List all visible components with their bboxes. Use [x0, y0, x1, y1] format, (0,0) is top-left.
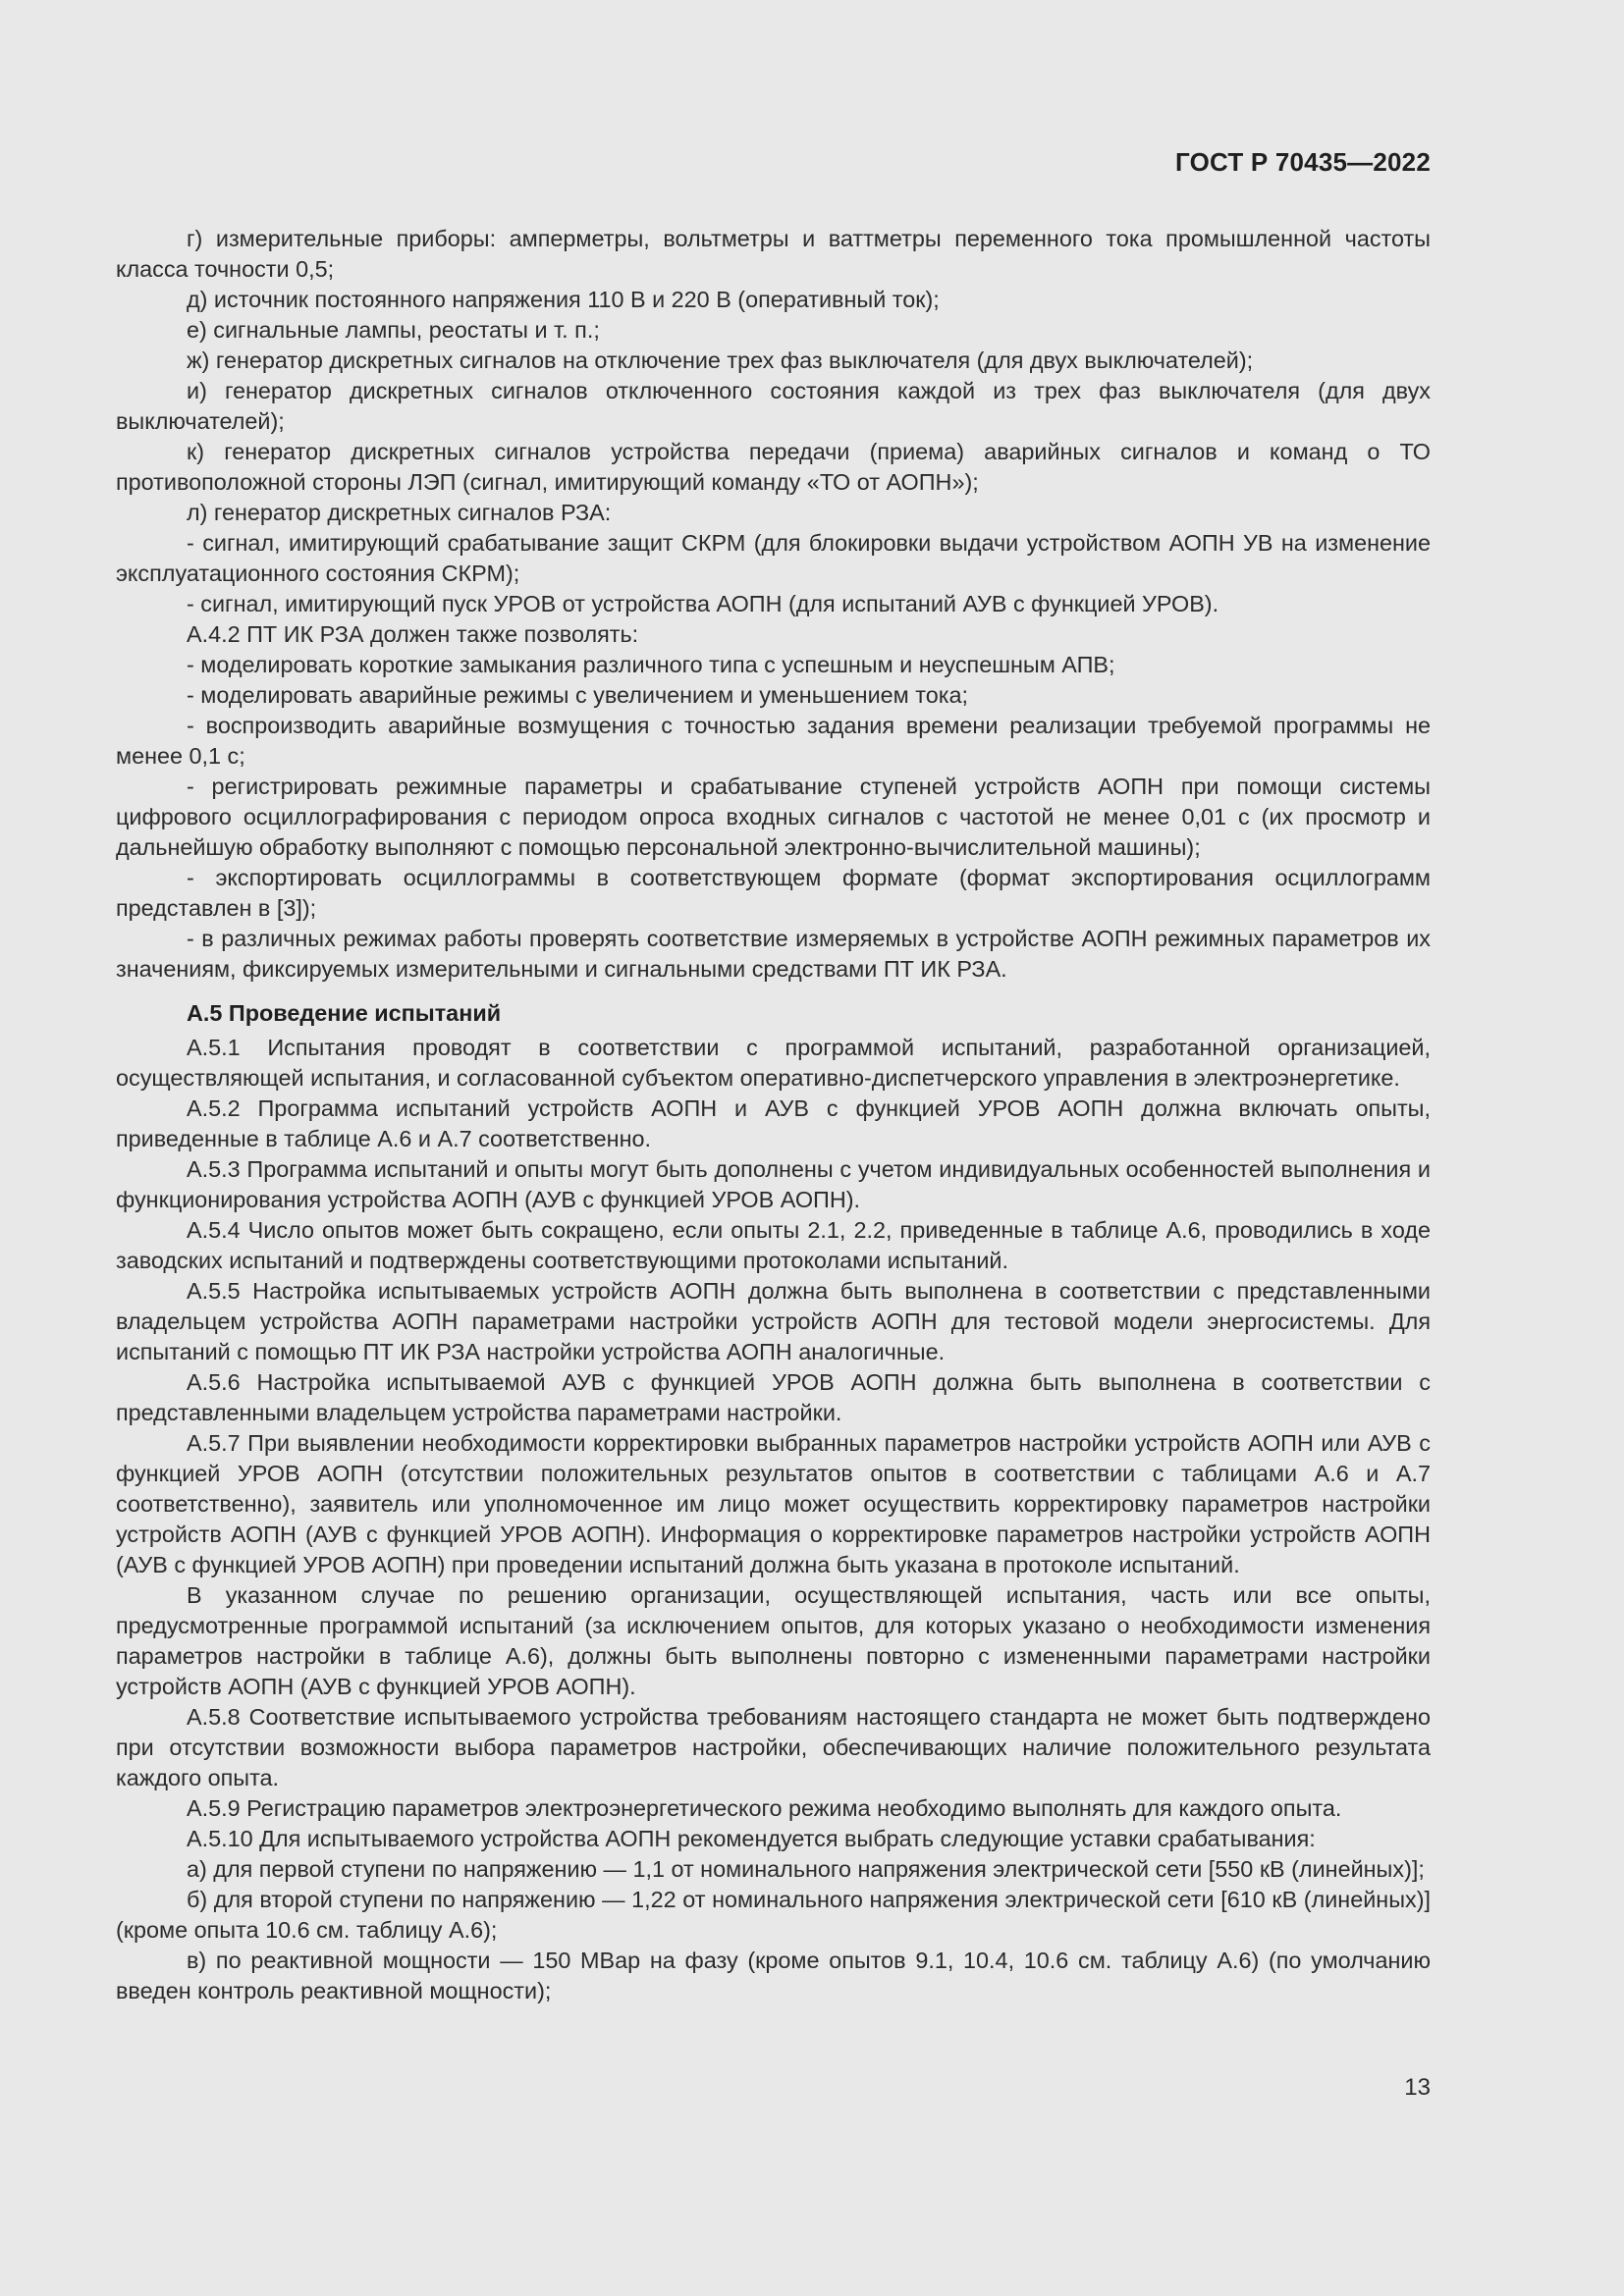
paragraph: А.5.8 Соответствие испытываемого устройства требованиям настоящего стандарта не может быть подтверждено при отсутствии возможности выбора параметров настройки, обеспечивающих наличие положительного результата каждого опыта. [116, 1704, 1431, 1790]
paragraph: и) генератор дискретных сигналов отключенного состояния каждой из трех фаз выключателя (для двух выключателей); [116, 378, 1431, 434]
list-item: - сигнал, имитирующий пуск УРОВ от устройства АОПН (для испытаний АУВ с функцией УРОВ). [187, 591, 1219, 616]
list-item: а) для первой ступени по напряжению — 1,1 от номинального напряжения электрической сети [550 кВ (линейных)]; [187, 1856, 1425, 1882]
paragraph: А.4.2 ПТ ИК РЗА должен также позволять: [187, 621, 639, 647]
list-item: - воспроизводить аварийные возмущения с точностью задания времени реализации требуемой программы не менее 0,1 с; [116, 713, 1431, 769]
paragraph: А.5.2 Программа испытаний устройств АОПН и АУВ с функцией УРОВ АОПН должна включать опыты, приведенные в таблице А.6 и А.7 соответственно. [116, 1095, 1431, 1151]
paragraph: А.5.10 Для испытываемого устройства АОПН рекомендуется выбрать следующие уставки срабатывания: [187, 1826, 1316, 1851]
document-code-header: ГОСТ Р 70435—2022 [1175, 147, 1431, 177]
paragraph: В указанном случае по решению организации, осуществляющей испытания, часть или все опыты, предусмотренные программой испытаний (за исключением опытов, для которых указано о необходимости изменения параметров настройки в таблице А.6), должны быть выполнены повторно с измененными параметрами настройки устройств АОПН (АУВ с функцией УРОВ АОПН). [116, 1582, 1431, 1699]
paragraph: г) измерительные приборы: амперметры, вольтметры и ваттметры переменного тока промышленной частоты класса точности 0,5; [116, 226, 1431, 282]
paragraph: ж) генератор дискретных сигналов на отключение трех фаз выключателя (для двух выключателей); [187, 347, 1254, 373]
paragraph: А.5.6 Настройка испытываемой АУВ с функцией УРОВ АОПН должна быть выполнена в соответствии с представленными владельцем устройства параметрами настройки. [116, 1369, 1431, 1425]
paragraph: А.5.4 Число опытов может быть сокращено, если опыты 2.1, 2.2, приведенные в таблице А.6, проводились в ходе заводских испытаний и подтверждены соответствующими протоколами испытаний. [116, 1217, 1431, 1273]
list-item: - моделировать короткие замыкания различного типа с успешным и неуспешным АПВ; [187, 652, 1115, 677]
paragraph: е) сигнальные лампы, реостаты и т. п.; [187, 317, 600, 343]
paragraph: А.5.9 Регистрацию параметров электроэнергетического режима необходимо выполнять для каждого опыта. [187, 1795, 1342, 1821]
paragraph: к) генератор дискретных сигналов устройства передачи (приема) аварийных сигналов и команд о ТО противоположной стороны ЛЭП (сигнал, имитирующий команду «ТО от АОПН»); [116, 439, 1431, 495]
section-heading: А.5 Проведение испытаний [187, 1000, 502, 1026]
list-item: - экспортировать осциллограммы в соответствующем формате (формат экспортирования осциллограмм представлен в [3]); [116, 865, 1431, 921]
list-item: - сигнал, имитирующий срабатывание защит СКРМ (для блокировки выдачи устройством АОПН УВ на изменение эксплуатационного состояния СКРМ); [116, 530, 1431, 586]
paragraph: д) источник постоянного напряжения 110 В и 220 В (оперативный ток); [187, 287, 940, 312]
list-item: - в различных режимах работы проверять соответствие измеряемых в устройстве АОПН режимных параметров их значениям, фиксируемых измерительными и сигнальными средствами ПТ ИК РЗА. [116, 926, 1431, 982]
paragraph: А.5.5 Настройка испытываемых устройств АОПН должна быть выполнена в соответствии с представленными владельцем устройства АОПН параметрами настройки устройств АОПН для тестовой модели энергосистемы. Для испытаний с помощью ПТ ИК РЗА настройки устройства АОПН аналогичные. [116, 1278, 1431, 1364]
page-number: 13 [1404, 2074, 1431, 2101]
list-item: б) для второй ступени по напряжению — 1,22 от номинального напряжения электрической сети [610 кВ (линейных)] (кроме опыта 10.6 см. таблицу А.6); [116, 1887, 1431, 1943]
paragraph: л) генератор дискретных сигналов РЗА: [187, 500, 612, 525]
list-item: - моделировать аварийные режимы с увеличением и уменьшением тока; [187, 682, 968, 708]
list-item: в) по реактивной мощности — 150 МВар на фазу (кроме опытов 9.1, 10.4, 10.6 см. таблицу А.6) (по умолчанию введен контроль реактивной мощности); [116, 1948, 1431, 2003]
paragraph: А.5.3 Программа испытаний и опыты могут быть дополнены с учетом индивидуальных особенностей выполнения и функционирования устройства АОПН (АУВ с функцией УРОВ АОПН). [116, 1156, 1431, 1212]
document-body [116, 224, 1431, 2006]
paragraph: А.5.7 При выявлении необходимости корректировки выбранных параметров настройки устройств АОПН или АУВ с функцией УРОВ АОПН (отсутствии положительных результатов опытов в соответствии с таблицами А.6 и А.7 соответственно), заявитель или уполномоченное им лицо может осуществить корректировку параметров настройки устройств АОПН (АУВ с функцией УРОВ АОПН). Информация о корректировке параметров настройки устройств АОПН (АУВ с функцией УРОВ АОПН) при проведении испытаний должна быть указана в протоколе испытаний. [116, 1430, 1431, 1577]
list-item: - регистрировать режимные параметры и срабатывание ступеней устройств АОПН при помощи системы цифрового осциллографирования с периодом опроса входных сигналов с частотой не менее 0,01 с (их просмотр и дальнейшую обработку выполняют с помощью персональной электронно-вычислительной машины); [116, 774, 1431, 860]
paragraph: А.5.1 Испытания проводят в соответствии с программой испытаний, разработанной организацией, осуществляющей испытания, и согласованной субъектом оперативно-диспетчерского управления в электроэнергетике. [116, 1035, 1431, 1091]
